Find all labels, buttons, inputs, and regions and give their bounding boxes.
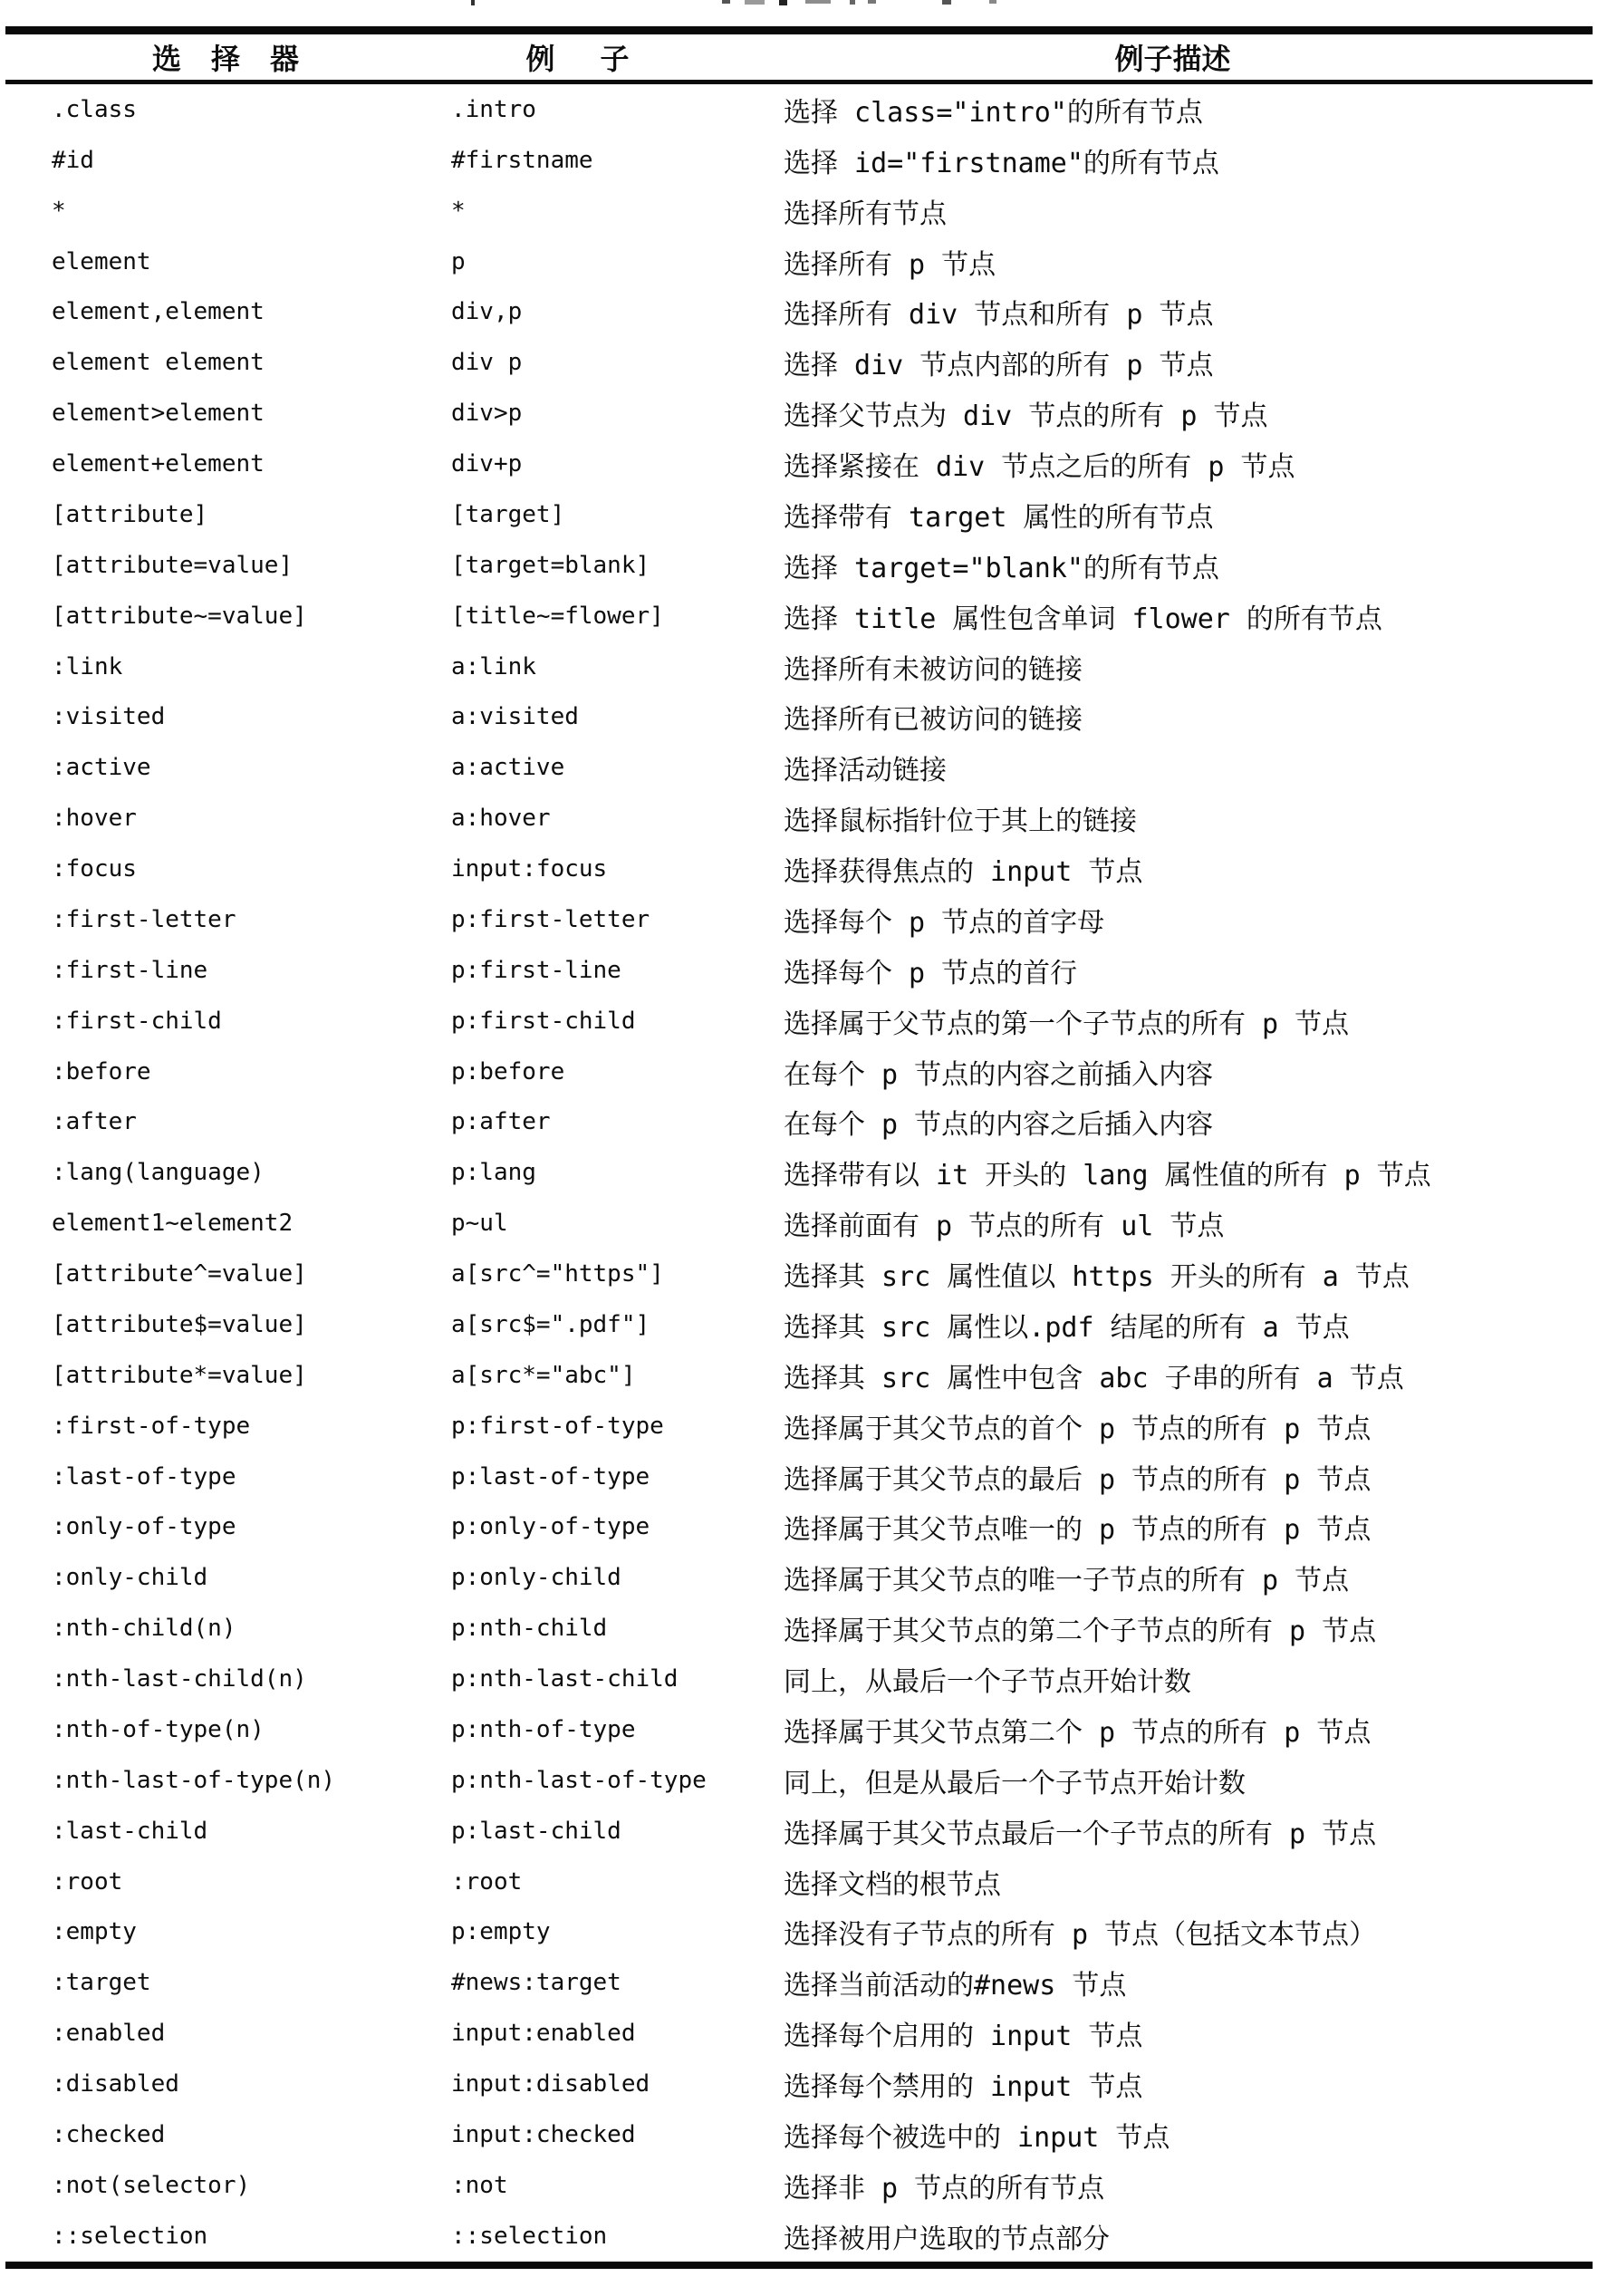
table-row (0, 2059, 1598, 2109)
cell-selector: :first-of-type (52, 1412, 251, 1440)
table-row (0, 2008, 1598, 2059)
cell-example: input:enabled (451, 2020, 636, 2048)
table-row (0, 2160, 1598, 2211)
cell-example: .intro (451, 95, 536, 123)
cell-selector: #id (52, 146, 94, 174)
cell-selector: element+element (52, 450, 265, 478)
cell-description: 选择当前活动的#news 节点 (784, 1970, 1127, 2002)
cell-selector: :first-letter (52, 905, 236, 933)
title-fragment (471, 0, 475, 5)
cell-selector: [attribute~=value] (52, 602, 307, 630)
cell-description: 选择每个 p 节点的首行 (784, 957, 1078, 989)
table-row (0, 2109, 1598, 2160)
cell-example: [target] (451, 500, 565, 528)
table-row (0, 1502, 1598, 1553)
cell-selector: :not(selector) (52, 2171, 251, 2199)
cell-example: div+p (451, 450, 523, 478)
cell-selector: :target (52, 1969, 151, 1997)
table-row (0, 1198, 1598, 1249)
cell-selector: :focus (52, 855, 137, 883)
cell-selector: :nth-of-type(n) (52, 1715, 265, 1743)
cell-example: a[src^="https"] (451, 1260, 664, 1288)
cell-example: p:nth-last-child (451, 1665, 679, 1693)
cell-description: 选择所有已被访问的链接 (784, 704, 1083, 737)
cell-description: 选择没有子节点的所有 p 节点（包括文本节点） (784, 1919, 1377, 1952)
cell-selector: element,element (52, 298, 265, 326)
title-fragment (989, 0, 996, 4)
cell-selector: element>element (52, 400, 265, 428)
cell-description: 选择属于其父节点最后一个子节点的所有 p 节点 (784, 1818, 1377, 1850)
table-row (0, 591, 1598, 642)
cell-description: 选择其 src 属性值以 https 开头的所有 a 节点 (784, 1261, 1410, 1294)
cell-example: input:disabled (451, 2070, 650, 2098)
cell-example: p:nth-child (451, 1615, 608, 1643)
cell-selector: :active (52, 754, 151, 782)
table-row (0, 793, 1598, 844)
cell-example: p:last-of-type (451, 1462, 650, 1490)
table-row (0, 692, 1598, 743)
cell-selector: :root (52, 1867, 123, 1896)
cell-selector: :only-of-type (52, 1513, 236, 1541)
table-row (0, 388, 1598, 439)
table-row (0, 236, 1598, 287)
table-row (0, 84, 1598, 135)
cell-description: 选择前面有 p 节点的所有 ul 节点 (784, 1211, 1225, 1243)
cell-example: p:only-child (451, 1564, 621, 1592)
title-fragment (942, 0, 951, 5)
cell-example: p:last-child (451, 1817, 621, 1845)
cell-description: 选择 id="firstname"的所有节点 (784, 147, 1219, 179)
cell-description: 选择所有未被访问的链接 (784, 653, 1083, 686)
table-row (0, 844, 1598, 894)
cell-description: 选择被用户选取的节点部分 (784, 2223, 1110, 2255)
table-row (0, 945, 1598, 996)
table-row (0, 287, 1598, 338)
cell-example: p:first-child (451, 1007, 636, 1035)
cell-selector: :before (52, 1057, 151, 1085)
cell-example: #firstname (451, 146, 593, 174)
cell-selector: :nth-child(n) (52, 1615, 236, 1643)
cell-example: p:first-line (451, 956, 621, 984)
cell-example: [target=blank] (451, 551, 650, 579)
cell-selector: :empty (52, 1918, 137, 1946)
cell-description: 在每个 p 节点的内容之前插入内容 (784, 1058, 1214, 1091)
cell-selector: :checked (52, 2120, 166, 2148)
cell-example: p:before (451, 1057, 565, 1085)
cell-description: 选择属于其父节点的最后 p 节点的所有 p 节点 (784, 1463, 1372, 1496)
cell-example: p:first-letter (451, 905, 650, 933)
title-fragment (745, 0, 765, 5)
cell-example: p:only-of-type (451, 1513, 650, 1541)
cell-example: p:nth-last-of-type (451, 1766, 707, 1794)
cell-selector: [attribute=value] (52, 551, 294, 579)
cell-example: p:nth-of-type (451, 1715, 636, 1743)
title-fragment (779, 0, 787, 5)
table-row (0, 894, 1598, 945)
cell-description: 选择属于其父节点的首个 p 节点的所有 p 节点 (784, 1413, 1372, 1445)
cell-example: p:lang (451, 1159, 536, 1187)
table-row (0, 1147, 1598, 1198)
table-row (0, 1299, 1598, 1350)
cell-description: 选择 class="intro"的所有节点 (784, 96, 1203, 129)
cell-description: 选择 div 节点内部的所有 p 节点 (784, 350, 1214, 382)
cell-selector: [attribute] (52, 500, 208, 528)
cell-selector: :nth-last-of-type(n) (52, 1766, 336, 1794)
table-row (0, 186, 1598, 236)
cell-description: 选择所有节点 (784, 198, 947, 230)
cell-description: 选择属于父节点的第一个子节点的所有 p 节点 (784, 1008, 1350, 1040)
cell-example: input:checked (451, 2120, 636, 2148)
table-row (0, 1806, 1598, 1857)
cell-description: 选择带有以 it 开头的 lang 属性值的所有 p 节点 (784, 1160, 1431, 1192)
cell-example: p:after (451, 1108, 551, 1136)
header-example: 例子 (525, 42, 675, 76)
table-row (0, 996, 1598, 1047)
header-selector: 选择器 (151, 42, 329, 76)
cell-description: 选择获得焦点的 input 节点 (784, 856, 1143, 889)
cell-description: 选择所有 div 节点和所有 p 节点 (784, 299, 1214, 332)
table-bottom-rule (5, 2262, 1593, 2269)
cell-selector: :disabled (52, 2070, 179, 2098)
cell-description: 选择每个启用的 input 节点 (784, 2021, 1143, 2053)
cell-selector: [attribute*=value] (52, 1361, 307, 1389)
cell-selector: element1~element2 (52, 1210, 294, 1238)
table-row (0, 1704, 1598, 1755)
cell-description: 选择活动链接 (784, 755, 947, 787)
table-row (0, 1249, 1598, 1299)
cell-selector: :visited (52, 703, 166, 731)
cell-example: a:link (451, 652, 536, 680)
cell-selector: :nth-last-child(n) (52, 1665, 307, 1693)
table-row (0, 1350, 1598, 1401)
table-row (0, 1957, 1598, 2008)
cell-example: p (451, 247, 466, 275)
cell-description: 选择属于其父节点的唯一子节点的所有 p 节点 (784, 1565, 1350, 1597)
table-row (0, 1603, 1598, 1654)
cell-description: 选择父节点为 div 节点的所有 p 节点 (784, 400, 1268, 433)
table-body (0, 84, 1598, 2262)
cell-description: 选择其 src 属性以.pdf 结尾的所有 a 节点 (784, 1311, 1350, 1344)
cell-selector: :enabled (52, 2020, 166, 2048)
title-fragment (805, 0, 831, 4)
cell-selector: :first-child (52, 1007, 222, 1035)
cell-selector: :last-of-type (52, 1462, 236, 1490)
cell-description: 选择其 src 属性中包含 abc 子串的所有 a 节点 (784, 1362, 1404, 1394)
table-row (0, 489, 1598, 540)
table-row (0, 2211, 1598, 2262)
cell-description: 同上，但是从最后一个子节点开始计数 (784, 1767, 1246, 1799)
cell-example: a[src*="abc"] (451, 1361, 636, 1389)
table-row (0, 1401, 1598, 1452)
cell-description: 选择紧接在 div 节点之后的所有 p 节点 (784, 451, 1295, 484)
cell-selector: :link (52, 652, 123, 680)
table-row (0, 1452, 1598, 1502)
cell-selector: [attribute^=value] (52, 1260, 307, 1288)
cell-example: div p (451, 349, 523, 377)
cell-description: 选择每个被选中的 input 节点 (784, 2121, 1170, 2154)
cell-selector: element element (52, 349, 265, 377)
cell-example: :root (451, 1867, 523, 1896)
cell-example: p:first-of-type (451, 1412, 664, 1440)
cell-example: [title~=flower] (451, 602, 664, 630)
cell-description: 选择属于其父节点的第二个子节点的所有 p 节点 (784, 1616, 1377, 1648)
cell-example: #news:target (451, 1969, 621, 1997)
cell-example: a:active (451, 754, 565, 782)
table-row (0, 1907, 1598, 1958)
cell-example: a[src$=".pdf"] (451, 1310, 650, 1338)
cell-selector: element (52, 247, 151, 275)
table-top-rule (5, 26, 1593, 34)
cell-description: 在每个 p 节点的内容之后插入内容 (784, 1109, 1214, 1142)
title-fragment (722, 0, 730, 4)
table-header-row (0, 34, 1598, 80)
cell-selector: * (52, 197, 66, 225)
cell-example: p~ul (451, 1210, 508, 1238)
cell-description: 选择 title 属性包含单词 flower 的所有节点 (784, 603, 1382, 635)
table-row (0, 1552, 1598, 1603)
cell-example: :not (451, 2171, 508, 2199)
cell-description: 选择属于其父节点唯一的 p 节点的所有 p 节点 (784, 1514, 1372, 1547)
table-row (0, 1857, 1598, 1907)
cell-description: 选择文档的根节点 (784, 1868, 1001, 1901)
cell-example: a:visited (451, 703, 579, 731)
table-row (0, 1654, 1598, 1704)
table-row (0, 439, 1598, 489)
table-row (0, 1047, 1598, 1097)
table-row (0, 540, 1598, 591)
cell-selector: .class (52, 95, 137, 123)
cell-description: 选择所有 p 节点 (784, 248, 996, 281)
cell-description: 选择带有 target 属性的所有节点 (784, 501, 1214, 534)
table-row (0, 642, 1598, 692)
cell-description: 选择鼠标指针位于其上的链接 (784, 806, 1137, 838)
cell-selector: :lang(language) (52, 1159, 265, 1187)
title-fragment (868, 0, 876, 4)
cell-selector: :last-child (52, 1817, 208, 1845)
cell-description: 选择每个 p 节点的首字母 (784, 906, 1105, 939)
table-row (0, 742, 1598, 793)
title-fragment (850, 0, 855, 5)
table-row (0, 337, 1598, 388)
table-row (0, 1755, 1598, 1806)
cell-description: 选择属于其父节点第二个 p 节点的所有 p 节点 (784, 1716, 1372, 1749)
cell-selector: :first-line (52, 956, 208, 984)
cell-selector: ::selection (52, 2222, 208, 2250)
cell-description: 选择 target="blank"的所有节点 (784, 552, 1219, 584)
table-row (0, 1097, 1598, 1148)
cell-selector: [attribute$=value] (52, 1310, 307, 1338)
cell-description: 同上，从最后一个子节点开始计数 (784, 1666, 1191, 1699)
cell-example: ::selection (451, 2222, 608, 2250)
table-row (0, 135, 1598, 186)
cell-description: 选择非 p 节点的所有节点 (784, 2172, 1105, 2204)
header-description: 例子描述 (1114, 42, 1231, 76)
cell-description: 选择每个禁用的 input 节点 (784, 2071, 1143, 2104)
cell-example: input:focus (451, 855, 608, 883)
cell-example: div>p (451, 400, 523, 428)
cell-selector: :only-child (52, 1564, 208, 1592)
cell-example: div,p (451, 298, 523, 326)
cell-example: p:empty (451, 1918, 551, 1946)
cell-selector: :hover (52, 805, 137, 833)
cell-example: a:hover (451, 805, 551, 833)
cell-example: * (451, 197, 466, 225)
cell-selector: :after (52, 1108, 137, 1136)
